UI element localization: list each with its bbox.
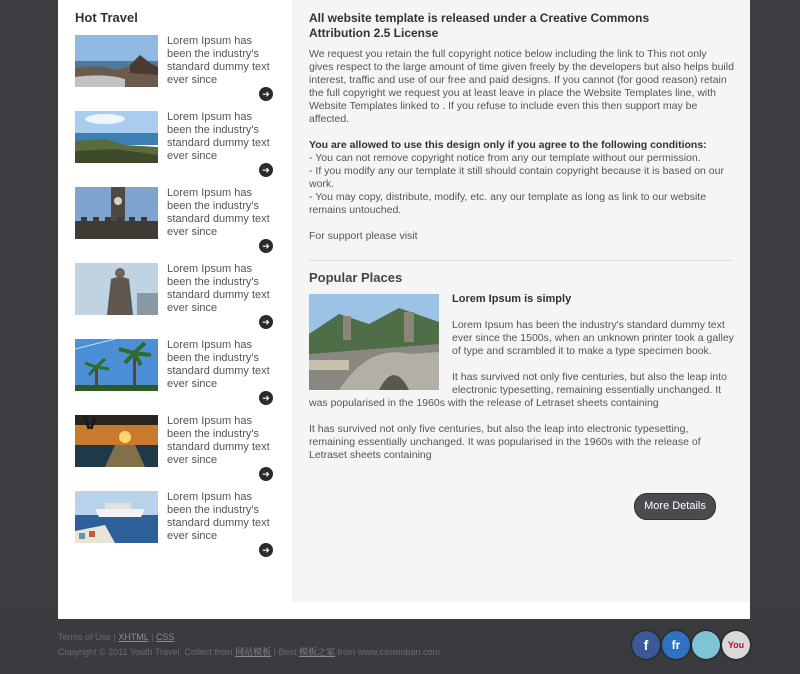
arrow-right-icon[interactable]: ➔ <box>259 163 273 177</box>
travel-item-text: Lorem Ipsum has been the industry's standard dummy text ever since <box>167 263 270 314</box>
divider <box>309 260 732 261</box>
popular-paragraph: It has survived not only five centuries, but also the leap into electronic typesetting, remaining essentially unchanged. It was popularised in the 1960s with the release of Letraset sheets containing <box>309 423 701 461</box>
travel-item <box>75 187 275 257</box>
popular-place-subtitle: Lorem Ipsum is simply <box>452 293 572 305</box>
travel-thumbnail[interactable] <box>75 187 158 239</box>
support-text: For support please visit <box>309 230 418 242</box>
travel-thumbnail[interactable] <box>75 491 158 543</box>
copyright-text: Copyright © 2011 Youth Travel. Collect from <box>58 647 233 657</box>
conditions-heading: You are allowed to use this design only if you agree to the following conditions: <box>309 139 707 151</box>
condition-item: - You may copy, distribute, modify, etc. any our template as long as link to our website remains untouched. <box>309 191 707 216</box>
more-details-button[interactable]: More Details <box>634 493 716 520</box>
sidebar <box>58 0 292 619</box>
travel-item-text: Lorem Ipsum has been the industry's standard dummy text ever since <box>167 339 270 390</box>
from-text: from www.cssmoban.com <box>337 647 441 657</box>
outer-background-left <box>0 0 58 606</box>
css-link[interactable]: CSS <box>155 632 175 642</box>
arrow-right-icon[interactable]: ➔ <box>259 315 273 329</box>
arrow-right-icon[interactable]: ➔ <box>259 87 273 101</box>
travel-item-text: Lorem Ipsum has been the industry's standard dummy text ever since <box>167 111 270 162</box>
travel-item <box>75 339 275 409</box>
travel-item-text: Lorem Ipsum has been the industry's standard dummy text ever since <box>167 415 270 466</box>
xhtml-link[interactable]: XHTML <box>118 632 149 642</box>
outer-background-right <box>750 0 800 606</box>
footer-copyright <box>58 645 440 658</box>
rss-icon[interactable] <box>692 631 720 659</box>
travel-item <box>75 35 275 105</box>
facebook-icon[interactable]: f <box>632 631 660 659</box>
arrow-right-icon[interactable]: ➔ <box>259 543 273 557</box>
footer-separator: | <box>151 632 154 642</box>
template-home-link[interactable]: 模板之家 <box>298 647 335 657</box>
youtube-icon[interactable]: You <box>722 631 750 659</box>
travel-item-text: Lorem Ipsum has been the industry's standard dummy text ever since <box>167 187 270 238</box>
travel-item-text: Lorem Ipsum has been the industry's standard dummy text ever since <box>167 35 270 86</box>
arrow-right-icon[interactable]: ➔ <box>259 391 273 405</box>
content-body <box>309 48 734 256</box>
popular-place-body <box>309 319 734 475</box>
best-text: | Best <box>273 647 297 657</box>
template-link[interactable]: 网站模板 <box>235 647 272 657</box>
image-spacer <box>309 319 452 391</box>
main-content <box>292 0 750 602</box>
travel-thumbnail[interactable] <box>75 339 158 391</box>
friendfeed-icon[interactable]: fr <box>662 631 690 659</box>
terms-link[interactable]: Terms of Use <box>58 632 112 642</box>
intro-paragraph: We request you retain the full copyright notice below including the link to This not only gives respect to the large amount of time given freely by the developers but also helps build interest, traffic and use of our free and paid designs. If you cannot (for good reason) retain the full copyright we request you at least leave in place the Website Templates line, with Website Templates linked to . If you refuse to include even this then support may be affected. <box>309 48 734 125</box>
sidebar-title: Hot Travel <box>75 10 138 25</box>
page-container <box>58 0 750 619</box>
arrow-right-icon[interactable]: ➔ <box>259 239 273 253</box>
travel-item <box>75 263 275 333</box>
condition-item: - If you modify any our template it still should contain copyright because it is based on our work. <box>309 165 724 190</box>
popular-paragraph: Lorem Ipsum has been the industry's standard dummy text ever since the 1500s, when an unknown printer took a galley of type and scrambled it to make a type specimen book. <box>452 319 734 357</box>
travel-item-text: Lorem Ipsum has been the industry's standard dummy text ever since <box>167 491 270 542</box>
travel-thumbnail[interactable] <box>75 35 158 87</box>
travel-item <box>75 415 275 485</box>
travel-item <box>75 491 275 561</box>
travel-thumbnail[interactable] <box>75 415 158 467</box>
popular-paragraph: It has survived not only five centuries, but also the leap into electronic typesetting, remaining essentially unchanged. It was popularised in the 1960s with the release of Letraset sheets containing <box>309 371 727 409</box>
condition-item: - You can not remove copyright notice from any our template without our permission. <box>309 152 701 164</box>
travel-item <box>75 111 275 181</box>
travel-thumbnail[interactable] <box>75 263 158 315</box>
footer-links <box>58 632 174 642</box>
content-title: All website template is released under a Creative Commons Attribution 2.5 License <box>309 11 650 40</box>
travel-thumbnail[interactable] <box>75 111 158 163</box>
popular-places-title: Popular Places <box>309 270 403 285</box>
footer-separator: | <box>113 632 116 642</box>
arrow-right-icon[interactable]: ➔ <box>259 467 273 481</box>
